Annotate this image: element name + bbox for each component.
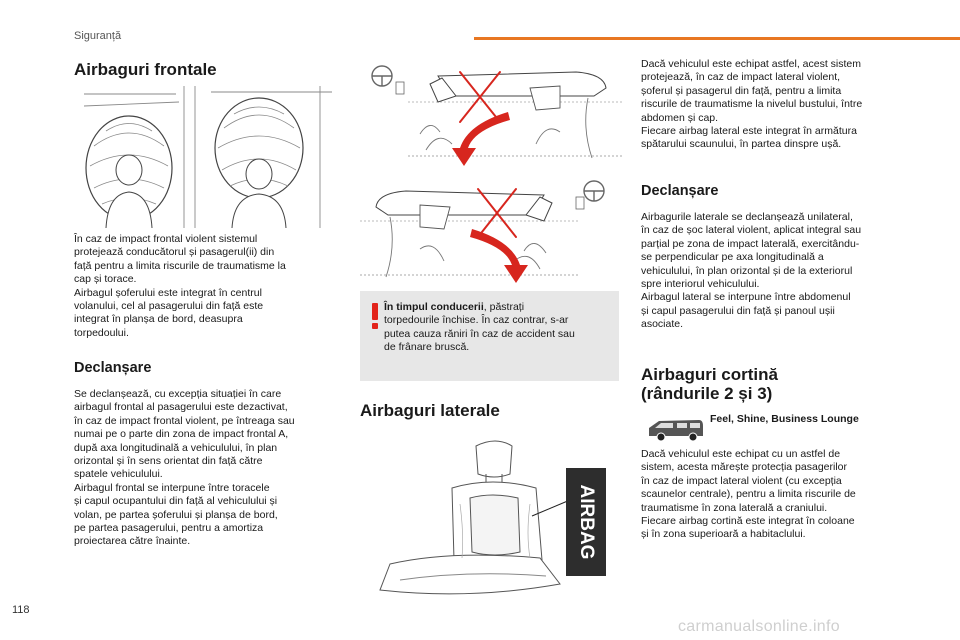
glovebox-illustration-bottom [360,177,622,287]
frontal-deploy-text [74,388,344,549]
text-line: protejează conducătorul și pasagerul(ii) din [74,246,275,259]
text-line: pe partea pasagerului, pentru a amortiza [74,522,264,535]
text-line: spatele vehiculului. [74,468,163,481]
text-line: integrat în planșa de bord, deasupra [74,313,243,326]
text-line: Se declanșează, cu excepția situației în care [74,388,282,400]
van-icon [647,418,705,442]
text-line: numai pe o parte din zona de impact frontal A, [74,428,289,441]
frontal-title: Airbaguri frontale [74,60,217,79]
warning-bold: În timpul conducerii [384,301,484,313]
lateral-deploy-title: Declanșare [641,183,719,199]
steering-wheel-icon [372,66,404,94]
curtain-title-line: (rândurile 2 și 3) [641,384,773,403]
text-line: și capul ocupantului din față al vehiculului și [74,495,278,508]
text-line: de frânare bruscă. [384,341,470,354]
text-line: abdomen și cap. [641,111,719,124]
curtain-text [641,448,913,542]
lateral-deploy-text [641,211,913,332]
warning-exclamation-icon [369,303,381,329]
text-line: Dacă vehiculul este echipat astfel, acest sistem [641,58,862,70]
warning-text [384,301,610,355]
text-line: traumatisme în zona laterală a craniului. [641,501,828,514]
text-line: scaunelor centrale), pentru a limita riscurile de [641,488,856,501]
text-line: airbagul frontal al pasagerului este dezactivat, [74,401,288,414]
text-line: spătarului scaunului, în partea dinspre ușă. [641,138,842,151]
text-line: În caz de impact frontal violent sistemul [74,233,258,245]
text-line: Fiecare airbag cortină este integrat în coloane [641,515,855,528]
passenger-airbag-drawing [215,98,303,228]
text-line: Airbagul lateral se interpune între abdomenul [641,291,851,304]
text-line: în caz de impact lateral violent (cu excepția [641,474,842,487]
text-line: în caz de impact frontal violent, pe întreaga sau [74,414,295,427]
text-line: torpedourile închise. În caz contrar, s-ar [384,314,569,327]
text-line: proiectarea către înainte. [74,535,191,548]
text-line: spre interiorul vehiculului. [641,278,760,291]
text-line: parțial pe zona de impact laterală, exercitându- [641,237,860,250]
text-line: volanului, cel al pasagerului din față este [74,300,264,313]
text-line: Fiecare airbag lateral este integrat în armătura [641,125,857,138]
watermark: carmanualsonline.info [678,618,840,635]
text-line: , păstrați [483,301,525,313]
frontal-deploy-title: Declanșare [74,360,152,376]
text-line: după axa longitudinală a vehiculului, în plan [74,441,278,454]
text-line: și capul pasagerului din față și panoul ușii [641,304,835,317]
text-line: protejează, în caz de impact lateral violent, [641,71,841,84]
text-line: riscurile de traumatisme la nivelul bustului, între [641,98,863,111]
text-line: orizontal și în sens orientat din față către [74,455,263,468]
text-line: și în zona superioară a habitaclului. [641,528,806,541]
glovebox-illustration-top [360,62,622,172]
side-airbag-seat-illustration [360,434,622,606]
curtain-title [641,365,778,403]
curtain-variants: Feel, Shine, Business Lounge [710,413,859,425]
text-line: șoferul și pasagerul din față, pentru a limita [641,84,842,97]
section-label: Siguranță [74,30,122,42]
steering-wheel-icon [576,181,604,209]
text-line: se perpendicular pe axa longitudinală a [641,251,824,264]
text-line: volan, pe partea șoferului și planșa de bord, [74,508,278,521]
curtain-title-line: Airbaguri cortină [641,365,778,384]
text-line: torpedoului. [74,326,129,339]
frontal-intro [74,233,344,340]
text-line: față pentru a limita riscurile de traumatisme la [74,259,286,272]
text-line: Airbagul șoferului este integrat în centrul [74,286,262,299]
airbag-label-text: AIRBAG [575,484,597,560]
text-line: putea cauza răniri în caz de accident sau [384,327,575,340]
text-line: Airbagul frontal se interpune între toracele [74,481,270,494]
lateral-title: Airbaguri laterale [360,401,500,420]
text-line: Airbagurile laterale se declanșează unilateral, [641,211,853,223]
header-accent-rule [474,37,960,40]
text-line: Dacă vehiculul este echipat cu un astfel de [641,448,841,460]
page-number: 118 [12,604,30,616]
warning-box [360,291,619,381]
text-line: sistem, acesta mărește protecția pasagerilor [641,461,848,474]
frontal-airbag-illustration [84,86,332,228]
lateral-intro [641,58,913,152]
text-line: vehiculului, în plan orizontal și de la exteriorul [641,264,853,277]
text-line: asociate. [641,318,684,331]
driver-airbag-drawing [86,116,172,228]
text-line: cap și torace. [74,273,137,286]
text-line: în caz de șoc lateral violent, aplicat integral sau [641,224,862,237]
